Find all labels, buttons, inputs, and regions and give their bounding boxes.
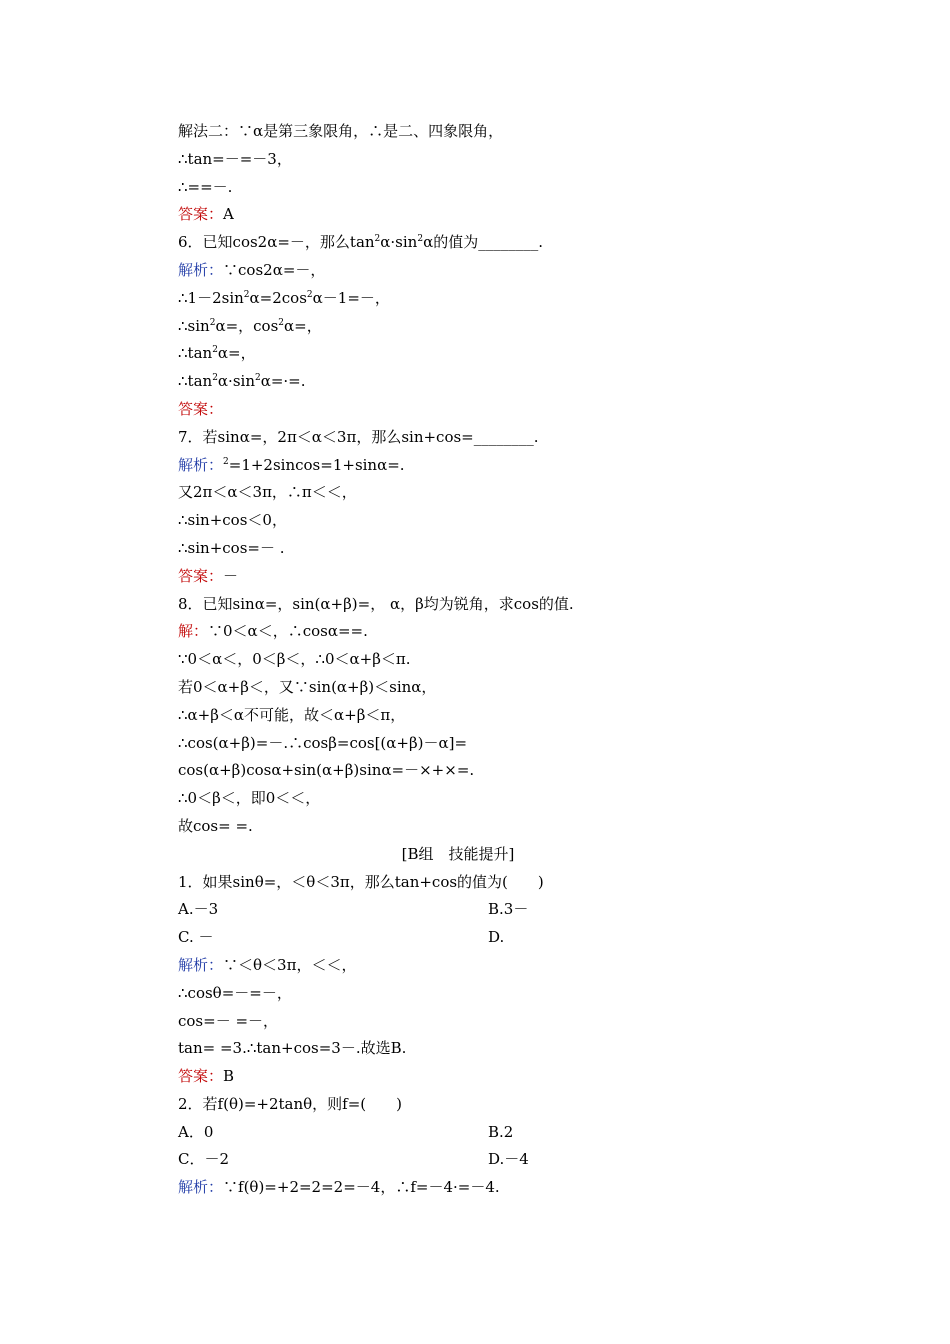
choice-option: B.3－ [488, 900, 529, 919]
choice-option: D.－4 [488, 1150, 529, 1169]
text-line [178, 1091, 818, 1119]
line-text: 8．已知sinα=，sin(α+β)=， α，β均为锐角，求cos的值. [178, 594, 574, 613]
section-heading [178, 841, 738, 869]
choice-option: B.2 [488, 1122, 514, 1141]
text-line [178, 1035, 818, 1063]
answer-label: 解析： [178, 455, 224, 474]
text-line [178, 257, 818, 285]
text-line [178, 1174, 818, 1202]
text-line [178, 118, 818, 146]
answer-label: 答案： [178, 399, 224, 418]
line-text: ∴==－. [178, 177, 233, 196]
document-page [178, 118, 818, 1202]
choice-option: A．0 [178, 1122, 214, 1141]
line-text: $\therefore\tan^2\alpha=$， [178, 344, 256, 363]
line-text: ∵cos2α=－， [223, 260, 326, 279]
line-text: cos=－ =－， [178, 1011, 279, 1030]
text-line [178, 313, 818, 341]
line-text: B [223, 1067, 235, 1086]
line-text: $\therefore\sin^2\alpha=$，$\cos^2\alpha=$， [178, 316, 322, 335]
text-line [178, 980, 818, 1008]
line-text: 2．若f(θ)=+2tanθ，则f=( ) [178, 1094, 402, 1113]
line-text: ∴cosθ=－=－， [178, 983, 292, 1002]
text-line [178, 1063, 818, 1091]
line-text: $\therefore\tan^2\alpha\cdot\sin^2\alpha=\cdot=$. [178, 372, 306, 391]
text-line [178, 757, 818, 785]
line-text: ∵＜θ＜3π，＜＜， [223, 955, 357, 974]
text-line [178, 618, 818, 646]
choice-option: C. － [178, 928, 214, 947]
line-text: cos(α+β)cosα+sin(α+β)sinα=－×+×=. [178, 761, 475, 780]
line-text: ∵0＜α＜，∴cosα==. [208, 622, 368, 641]
line-text: $^2$=1+2sincos=1+sinα=. [223, 455, 405, 474]
answer-label: 答案： [178, 566, 224, 585]
option-row [178, 924, 818, 952]
text-line [178, 201, 818, 229]
answer-label: 解： [178, 622, 209, 641]
line-text: － [223, 566, 239, 585]
line-text: ∵f(θ)=+2=2=2=－4，∴f=－4·=－4. [223, 1178, 500, 1197]
text-line [178, 452, 818, 480]
option-row [178, 896, 818, 924]
line-text: $\therefore 1-2\sin^2\alpha=2\cos^2\alpha-1=-$， [178, 288, 390, 307]
line-text: A [223, 205, 234, 224]
answer-label: 解析： [178, 1178, 224, 1197]
line-text: 若0＜α+β＜，又∵sin(α+β)＜sinα， [178, 677, 437, 696]
text-line [178, 813, 818, 841]
text-line [178, 535, 818, 563]
answer-label: 答案： [178, 1067, 224, 1086]
line-text: 又2π＜α＜3π，∴π＜＜， [178, 483, 357, 502]
line-text: 故cos= =. [178, 816, 253, 835]
option-row [178, 1146, 818, 1174]
text-line [178, 368, 818, 396]
text-line [178, 229, 818, 257]
text-line [178, 563, 818, 591]
answer-label: 解析： [178, 260, 224, 279]
text-line [178, 674, 818, 702]
text-line [178, 646, 818, 674]
line-text: 6．已知cos2α=－，那么$\tan^2\alpha\cdot\sin^2\alpha$的值为________. [178, 233, 543, 252]
line-text: ∴tan=－=－3， [178, 149, 292, 168]
line-text: ∴sin+cos＜0， [178, 511, 287, 530]
option-row [178, 1119, 818, 1147]
text-line [178, 340, 818, 368]
text-line [178, 785, 818, 813]
text-line [178, 869, 818, 897]
line-text: ∴sin+cos=－ . [178, 538, 285, 557]
line-text: ∴0＜β＜，即0＜＜， [178, 789, 321, 808]
choice-option: D. [488, 928, 505, 947]
line-text: 解法二：∵α是第三象限角，∴是二、四象限角， [178, 122, 504, 140]
choice-option: A.－3 [178, 900, 219, 919]
text-line [178, 702, 818, 730]
text-line [178, 174, 818, 202]
text-line [178, 479, 818, 507]
line-text: ∵0＜α＜，0＜β＜，∴0＜α+β＜π. [178, 650, 411, 669]
choice-option: C．－2 [178, 1150, 230, 1169]
answer-label: 解析： [178, 955, 224, 974]
line-text: tan= =3.∴tan+cos=3－.故选B. [178, 1039, 407, 1058]
text-line [178, 591, 818, 619]
text-line [178, 424, 818, 452]
text-line [178, 396, 818, 424]
text-line [178, 146, 818, 174]
text-line [178, 952, 818, 980]
answer-label: 答案： [178, 205, 224, 224]
line-text: [B组 技能提升] [401, 844, 515, 863]
text-line [178, 285, 818, 313]
text-line [178, 730, 818, 758]
line-text: 7．若sinα=，2π＜α＜3π，那么sin+cos=________. [178, 427, 539, 446]
text-line [178, 507, 818, 535]
line-text: ∴α+β＜α不可能，故＜α+β＜π， [178, 705, 406, 724]
text-line [178, 1008, 818, 1036]
line-text: 1．如果sinθ=，＜θ＜3π，那么tan+cos的值为( ) [178, 872, 544, 891]
line-text: ∴cos(α+β)=－.∴cosβ=cos[(α+β)－α]= [178, 733, 468, 752]
